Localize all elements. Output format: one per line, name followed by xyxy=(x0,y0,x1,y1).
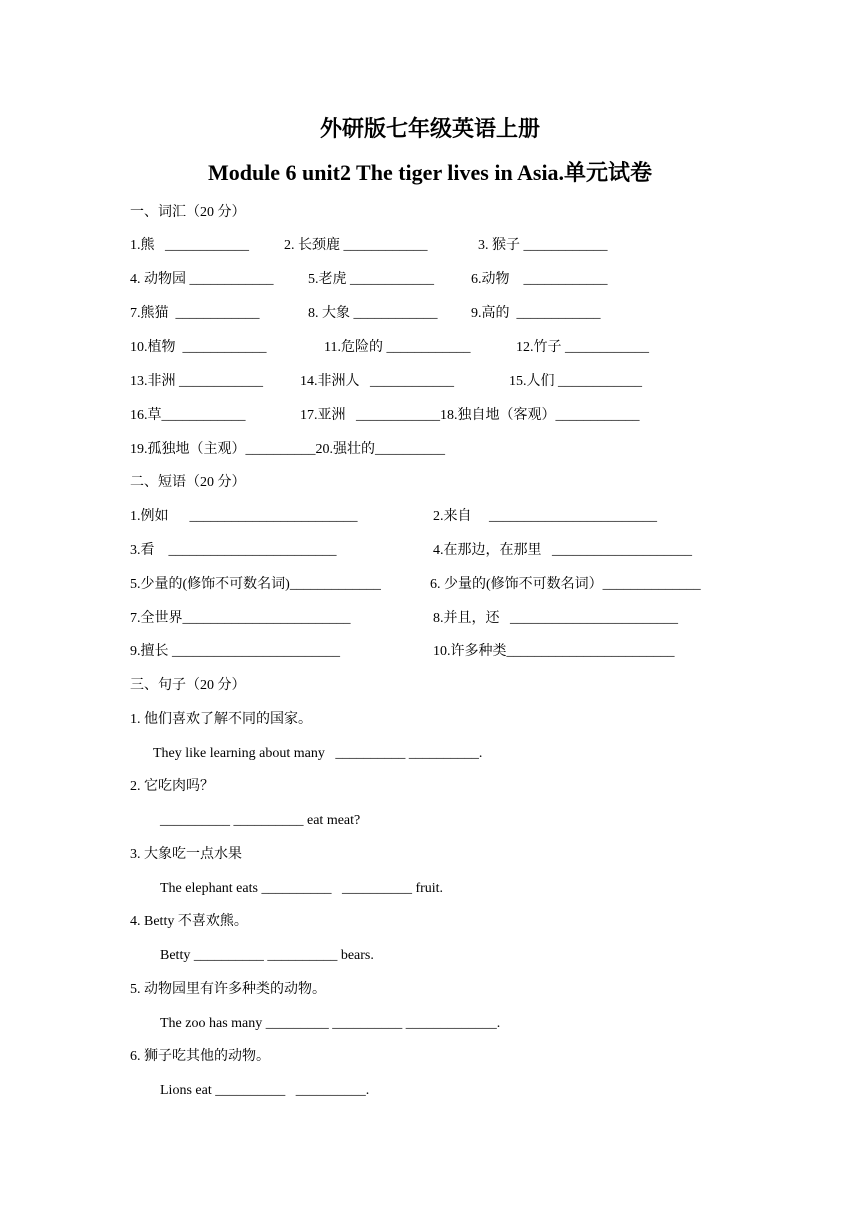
phrase-item: 6. 少量的(修饰不可数名词）______________ xyxy=(430,577,701,592)
document-subtitle: Module 6 unit2 The tiger lives in Asia.单元试卷 xyxy=(207,160,653,185)
vocab-item: 5.老虎 ____________ xyxy=(308,272,434,287)
vocab-item: 15.人们 ____________ xyxy=(509,374,642,389)
phrase-item: 2.来自 ________________________ xyxy=(433,509,657,524)
sentence-chinese: 4. Betty 不喜欢熊。 xyxy=(130,914,248,929)
sentence-english: They like learning about many __________ __________. xyxy=(153,746,483,761)
vocab-item: 9.高的 ____________ xyxy=(471,306,601,321)
vocab-item: 2. 长颈鹿 ____________ xyxy=(284,238,428,253)
sentence-chinese: 2. 它吃肉吗？ xyxy=(130,779,214,794)
phrase-item: 8.并且，还 ________________________ xyxy=(433,611,678,626)
phrase-item: 7.全世界________________________ xyxy=(130,611,351,626)
vocab-item: 14.非洲人 ____________ xyxy=(300,374,454,389)
phrase-item: 1.例如 ________________________ xyxy=(130,509,358,524)
sentence-chinese: 3. 大象吃一点水果 xyxy=(130,847,242,862)
vocab-item: 17.亚洲 ____________18.独自地（客观）____________ xyxy=(300,408,640,423)
vocab-item: 8. 大象 ____________ xyxy=(308,306,438,321)
sentence-english: __________ __________ eat meat? xyxy=(160,813,361,828)
phrase-item: 9.擅长 ________________________ xyxy=(130,644,340,659)
section-heading-vocab: 一、词汇（20 分） xyxy=(130,205,246,220)
vocab-item: 1.熊 ____________ xyxy=(130,238,249,253)
vocab-item: 12.竹子 ____________ xyxy=(516,340,649,355)
sentence-chinese: 1. 他们喜欢了解不同的国家。 xyxy=(130,712,312,727)
vocab-item: 13.非洲 ____________ xyxy=(130,374,263,389)
vocab-item: 19.孤独地（主观）__________20.强壮的__________ xyxy=(130,442,445,457)
section-heading-sentences: 三、句子（20 分） xyxy=(130,678,246,693)
sentence-english: Betty __________ __________ bears. xyxy=(160,948,374,963)
section-heading-phrases: 二、短语（20 分） xyxy=(130,475,246,490)
sentence-english: The elephant eats __________ __________ fruit. xyxy=(160,881,444,896)
phrase-item: 4.在那边，在那里 ____________________ xyxy=(433,543,692,558)
vocab-item: 6.动物 ____________ xyxy=(471,272,608,287)
document-title: 外研版七年级英语上册 xyxy=(319,116,540,141)
vocab-item: 7.熊猫 ____________ xyxy=(130,306,260,321)
sentence-chinese: 5. 动物园里有许多种类的动物。 xyxy=(130,982,326,997)
sentence-english: Lions eat __________ __________. xyxy=(160,1083,370,1098)
phrase-item: 5.少量的(修饰不可数名词)_____________ xyxy=(130,577,381,592)
vocab-item: 16.草____________ xyxy=(130,408,246,423)
phrase-item: 3.看 ________________________ xyxy=(130,543,337,558)
vocab-item: 4. 动物园 ____________ xyxy=(130,272,274,287)
vocab-item: 11.危险的 ____________ xyxy=(324,340,471,355)
vocab-item: 3. 猴子 ____________ xyxy=(478,238,608,253)
sentence-chinese: 6. 狮子吃其他的动物。 xyxy=(130,1049,270,1064)
vocab-item: 10.植物 ____________ xyxy=(130,340,267,355)
phrase-item: 10.许多种类________________________ xyxy=(433,644,675,659)
sentence-english: The zoo has many _________ __________ _____________. xyxy=(160,1016,501,1031)
